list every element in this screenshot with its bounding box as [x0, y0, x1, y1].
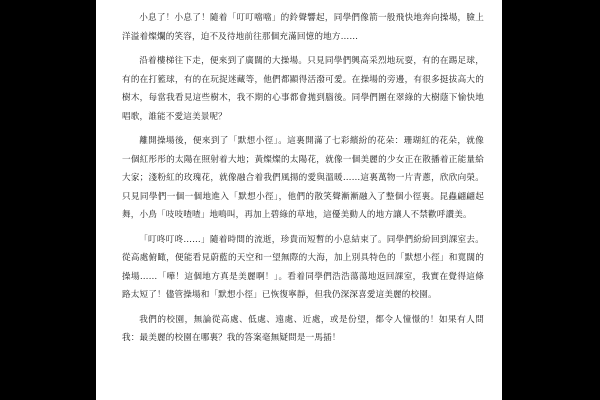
paragraph-3: 離開操場後，便來到了「默想小徑」。這裏開滿了七彩繽紛的花朵：珊瑚紅的花朵，就像一個紅彤彤的太陽在照射着大地；黃燦燦的太陽花，就像一個美麗的少女正在散播着正能量給大家；淺粉紅的玫瑰花，就像融合着我們風揚的愛與溫暖……這裏萬物一片青蔥，欣欣向榮。只見同學們一個一個地進入「默想小徑」，他們的散笑聲漸漸融入了整個小徑裏。昆蟲翩翩起舞，小鳥「吱吱喳喳」地鳴叫，再加上碧綠的草地，這優美動人的地方讓人不禁歡呼讚美。 [122, 136, 484, 220]
paragraph-2: 沿着樓梯往下走，便來到了廣闊的大操場。只見同學們興高采烈地玩耍，有的在踢足球，有的在打籃球，有的在玩捉迷藏等，他們都顯得活潑可愛。在操場的旁邊，有很多挺拔高大的樹木，每當我看見這些樹木，我不期的心事都會拋到腦後。同學們圍在翠綠的大樹蔭下愉快地唱歌，誰能不愛這美景呢？ [122, 56, 484, 122]
document-page [96, 0, 502, 400]
paragraph-4: 「叮咚叮咚……」隨着時間的流逝，珍貴而短暫的小息結束了。同學們紛紛回到課室去。從高處俯瞰，便能看見蔚藍的天空和一望無際的大海，加上別具特色的「默想小徑」和寬闊的操場……「嘩！這個地方真是美麗啊！」。看着同學們浩浩蕩蕩地返回課室，我實在覺得這條路太短了！儘管操場和「默想小徑」已恢復寧靜，但我仍深深喜愛這美麗的校園。 [122, 234, 484, 300]
paragraph-1: 小息了！小息了！隨着「叮叮噹噹」的鈴聲響起，同學們像箭一般飛快地奔向操場，臉上洋溢着燦爛的笑容，迫不及待地前往那個充滿回憶的地方…… [122, 13, 484, 42]
paragraph-5: 我們的校園，無論從高處、低處、遠處、近處，或是份望，都令人憧憬的！如果有人問我：最美麗的校園在哪裏？我的答案毫無疑問是一馬插！ [122, 314, 484, 343]
